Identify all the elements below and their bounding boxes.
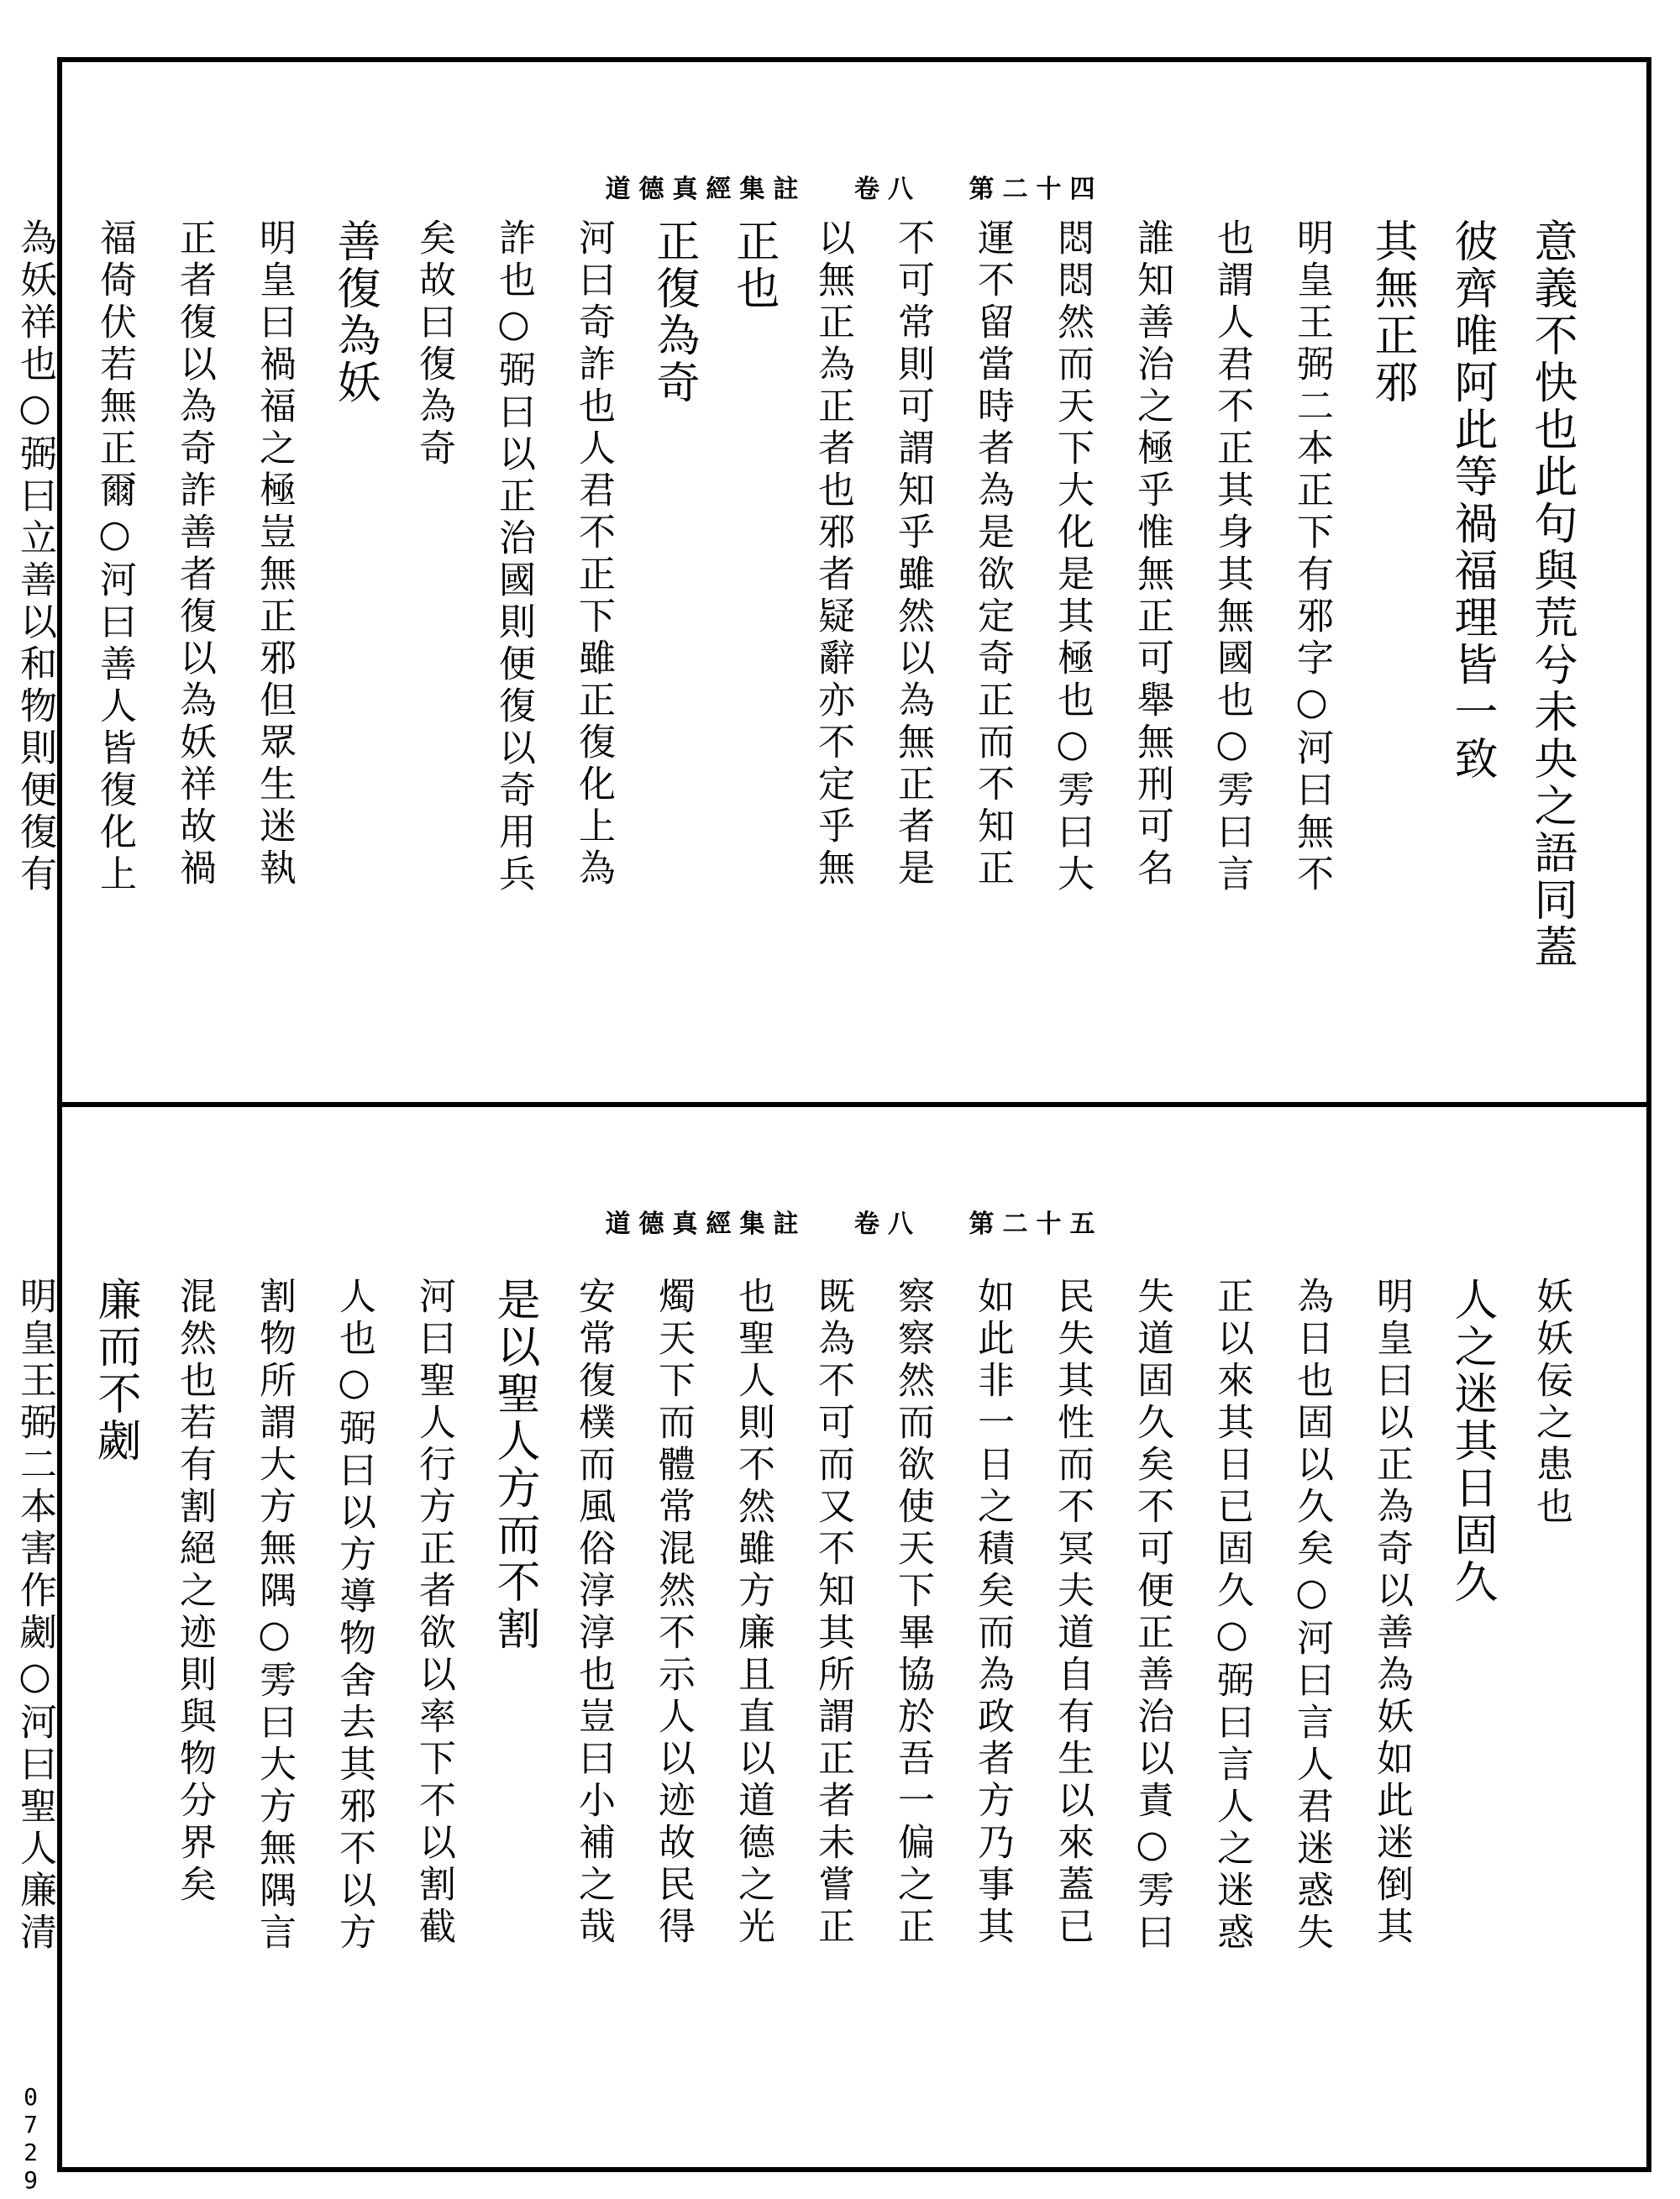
bottom-text-column: 也聖人則不然雖方廉且直以道德之光 [732,1277,774,1949]
top-text-column: 不可常則可謂知乎雖然以為無正者是 [891,218,934,890]
bottom-text-column: 河曰聖人行方正者欲以率下不以割截 [412,1277,455,1949]
top-text-column: 以無正為正者也邪者疑辭亦不定乎無 [811,218,854,890]
top-text-column: 意義不快也此句與荒兮未央之語同蓋 [1526,218,1577,971]
bottom-text-column: 廉而不劌 [90,1277,140,1465]
top-page [13,67,1641,1100]
bottom-text-column: 人也○弼曰以方導物舍去其邪不以方 [333,1277,375,1955]
bottom-text-column: 是以聖人方而不割 [489,1277,539,1653]
top-text-column: 河曰奇詐也人君不正下雖正復化上為 [572,218,615,890]
top-text-column: 福倚伏若無正爾○河曰善人皆復化上 [93,218,136,896]
bottom-text-column: 既為不可而又不知其所謂正者未嘗正 [811,1277,854,1949]
top-text-column: 其無正邪 [1367,218,1417,407]
bottom-text-column: 明皇曰以正為奇以善為妖如此迷倒其 [1370,1277,1413,1949]
bottom-header-folio: 第二十五 [969,1210,1104,1239]
bottom-text-column: 失道固久矣不可便正善治以責○雱曰 [1131,1277,1173,1955]
bottom-text-column: 如此非一日之積矣而為政者方乃事其 [971,1277,1014,1949]
top-text-column: 詐也○弼曰以正治國則便復以奇用兵 [492,218,535,896]
bottom-header-volume: 卷八 [854,1210,921,1239]
bottom-text-column: 妖妖佞之患也 [1530,1277,1572,1529]
bottom-header-title: 道德真經集註 [605,1210,807,1239]
page-number: 0729 [17,2083,45,2194]
bottom-page-columns [0,1277,1591,2125]
top-text-column: 為妖祥也○弼曰立善以和物則便復有 [13,218,56,896]
bottom-text-column: 人之迷其日固久 [1446,1277,1497,1606]
top-header-title: 道德真經集註 [605,175,807,204]
bottom-text-column: 安常復樸而風俗淳淳也豈曰小補之哉 [572,1277,615,1949]
bottom-text-column: 割物所謂大方無隅○雱曰大方無隅言 [253,1277,296,1955]
top-text-column: 也謂人君不正其身其無國也○雱曰言 [1210,218,1253,896]
bottom-page-header [67,1203,1641,1240]
top-text-column: 悶悶然而天下大化是其極也○雱曰大 [1051,218,1094,896]
top-page-columns [0,218,1591,1075]
top-text-column: 正復為奇 [648,218,699,407]
bottom-text-column: 燭天下而體常混然不示人以迹故民得 [652,1277,695,1949]
top-text-column: 誰知善治之極乎惟無正可舉無刑可名 [1131,218,1173,890]
bottom-text-column: 明皇王弼二本害作劌○河曰聖人廉清 [13,1277,56,1955]
bottom-text-column: 民失其性而不冥夫道自有生以來蓋已 [1051,1277,1094,1949]
top-page-header [67,168,1641,205]
top-text-column: 明皇曰禍福之極豈無正邪但眾生迷執 [253,218,296,890]
bottom-text-column: 正以來其日已固久○弼曰言人之迷惑 [1210,1277,1253,1955]
bottom-text-column: 為日也固以久矣○河曰言人君迷惑失 [1290,1277,1333,1955]
top-header-volume: 卷八 [854,175,921,204]
top-text-column: 明皇王弼二本正下有邪字○河曰無不 [1290,218,1333,896]
top-text-column: 矣故曰復為奇 [412,218,455,470]
top-text-column: 運不留當時者為是欲定奇正而不知正 [971,218,1014,890]
top-text-column: 善復為妖 [329,218,380,407]
top-text-column: 正也 [728,218,779,312]
bottom-text-column: 察察然而欲使天下畢協於吾一偏之正 [891,1277,934,1949]
top-text-column: 彼齊唯阿此等禍福理皆一致 [1446,218,1497,783]
page-divider [59,1102,1651,1107]
top-text-column: 正者復以為奇詐善者復以為妖祥故禍 [173,218,216,890]
top-header-folio: 第二十四 [969,175,1104,204]
bottom-text-column: 混然也若有割絕之迹則與物分界矣 [173,1277,216,1907]
